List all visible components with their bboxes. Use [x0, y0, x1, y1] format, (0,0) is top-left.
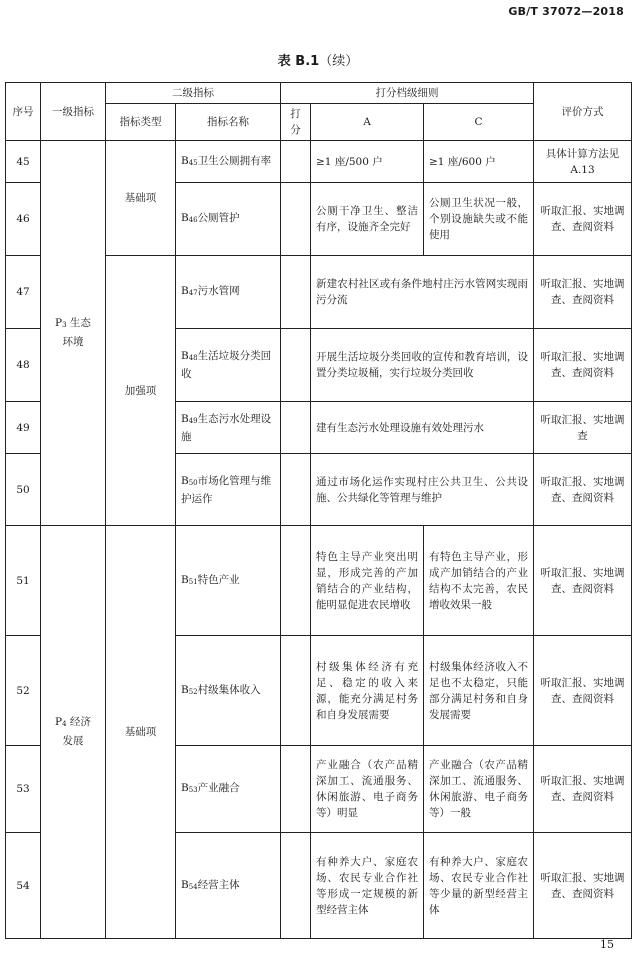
row-seq: 52: [6, 636, 41, 746]
grade-a: 特色主导产业突出明显，形成完善的产加销结合的产业结构，能明显促进农民增收: [311, 526, 424, 636]
table-label: 表 B.1: [277, 54, 320, 69]
grade-a: ≥1 座/500 户: [311, 141, 424, 183]
eval-method: 听取汇报、实地调查、查阅资料: [534, 833, 632, 939]
table-row: [6, 526, 632, 636]
type-basic: 基础项: [106, 526, 176, 939]
grade-c: ≥1 座/600 户: [424, 141, 534, 183]
grade-c: 有特色主导产业，形成产加销结合的产业结构不太完善，农民增收效果一般: [424, 526, 534, 636]
table-title: [0, 50, 636, 69]
row-seq: 51: [6, 526, 41, 636]
indicator-name: B45卫生公厕拥有率: [176, 141, 281, 183]
header-a: A: [311, 104, 424, 141]
indicator-name: B53产业融合: [176, 746, 281, 833]
indicator-name: B46公厕管护: [176, 183, 281, 256]
score-cell: [281, 256, 311, 329]
eval-method: 听取汇报、实地调查、查阅资料: [534, 454, 632, 526]
indicator-name: B51特色产业: [176, 526, 281, 636]
grade-c: 有种养大户、家庭农场、农民专业合作社等少量的新型经营主体: [424, 833, 534, 939]
grade-c: 村级集体经济收入不足也不太稳定，只能部分满足村务和自身发展需要: [424, 636, 534, 746]
header-level1: 一级指标: [41, 83, 106, 141]
eval-method: 听取汇报、实地调查: [534, 402, 632, 454]
score-cell: [281, 636, 311, 746]
row-seq: 47: [6, 256, 41, 329]
level1-economy: P4 经济 发展: [41, 526, 106, 939]
eval-method: 听取汇报、实地调查、查阅资料: [534, 636, 632, 746]
indicator-name: B50市场化管理与维护运作: [176, 454, 281, 526]
grade-a: 公厕干净卫生、整洁有序，设施齐全完好: [311, 183, 424, 256]
score-cell: [281, 454, 311, 526]
grade-ac: 开展生活垃圾分类回收的宣传和教育培训，设置分类垃圾桶，实行垃圾分类回收: [311, 329, 534, 402]
standard-code: GB/T 37072—2018: [508, 5, 624, 18]
header-method: 评价方式: [534, 83, 632, 141]
grade-a: 有种养大户、家庭农场、农民专业合作社等形成一定规模的新型经营主体: [311, 833, 424, 939]
page-number: 15: [600, 938, 614, 951]
header-type: 指标类型: [106, 104, 176, 141]
type-basic: 基础项: [106, 141, 176, 256]
row-seq: 49: [6, 402, 41, 454]
row-seq: 53: [6, 746, 41, 833]
header-score: 打分: [281, 104, 311, 141]
row-seq: 54: [6, 833, 41, 939]
header-level2: 二级指标: [106, 83, 281, 104]
eval-method: 具体计算方法见 A.13: [534, 141, 632, 183]
grade-ac: 通过市场化运作实现村庄公共卫生、公共设施、公共绿化等管理与维护: [311, 454, 534, 526]
grade-ac: 建有生态污水处理设施有效处理污水: [311, 402, 534, 454]
indicator-name: B54经营主体: [176, 833, 281, 939]
score-cell: [281, 402, 311, 454]
score-cell: [281, 833, 311, 939]
score-cell: [281, 746, 311, 833]
grade-a: 村级集体经济有充足、稳定的收入来源，能充分满足村务和自身发展需要: [311, 636, 424, 746]
eval-method: 听取汇报、实地调查、查阅资料: [534, 183, 632, 256]
row-seq: 46: [6, 183, 41, 256]
row-seq: 50: [6, 454, 41, 526]
header-c: C: [424, 104, 534, 141]
row-seq: 48: [6, 329, 41, 402]
grade-ac: 新建农村社区或有条件地村庄污水管网实现雨污分流: [311, 256, 534, 329]
eval-method: 听取汇报、实地调查、查阅资料: [534, 526, 632, 636]
table-continued: （续）: [319, 54, 359, 69]
score-cell: [281, 526, 311, 636]
header-seq: 序号: [6, 83, 41, 141]
row-seq: 45: [6, 141, 41, 183]
grade-a: 产业融合（农产品精深加工、流通服务、休闲旅游、电子商务等）明显: [311, 746, 424, 833]
indicator-name: B48生活垃圾分类回收: [176, 329, 281, 402]
eval-method: 听取汇报、实地调查、查阅资料: [534, 746, 632, 833]
indicator-table: [5, 82, 632, 939]
header-name: 指标名称: [176, 104, 281, 141]
indicator-name: B49生态污水处理设施: [176, 402, 281, 454]
indicator-name: B47污水管网: [176, 256, 281, 329]
level1-ecology: P3 生态 环境: [41, 141, 106, 526]
score-cell: [281, 141, 311, 183]
table-row: [6, 141, 632, 183]
score-cell: [281, 183, 311, 256]
eval-method: 听取汇报、实地调查、查阅资料: [534, 329, 632, 402]
header-scoring: 打分档级细则: [281, 83, 534, 104]
type-enhanced: 加强项: [106, 256, 176, 526]
grade-c: 产业融合（农产品精深加工、流通服务、休闲旅游、电子商务等）一般: [424, 746, 534, 833]
eval-method: 听取汇报、实地调查、查阅资料: [534, 256, 632, 329]
indicator-name: B52村级集体收入: [176, 636, 281, 746]
score-cell: [281, 329, 311, 402]
grade-c: 公厕卫生状况一般，个别设施缺失或不能使用: [424, 183, 534, 256]
